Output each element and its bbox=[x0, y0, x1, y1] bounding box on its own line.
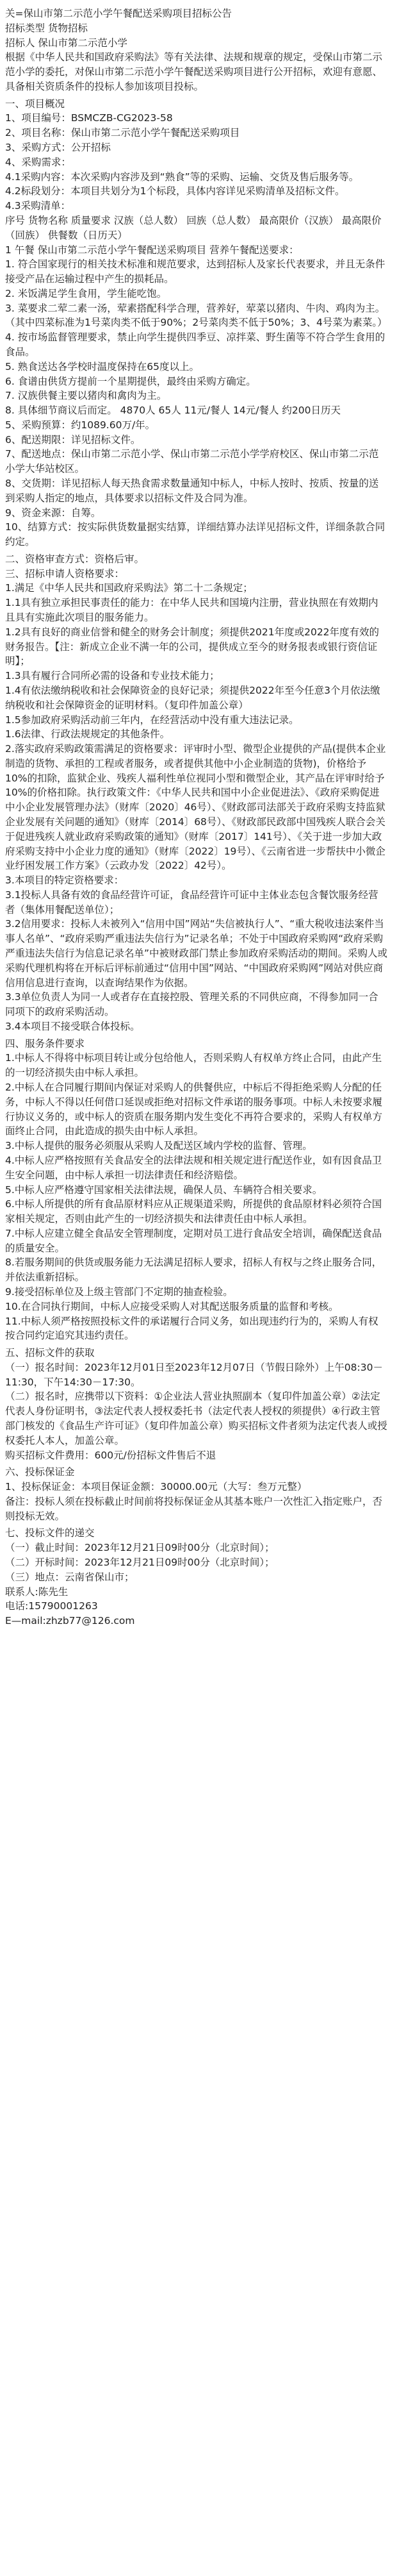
delivery-location: 7、配送地点：保山市第二示范小学、保山市第二示范小学学府校区、保山市第二示范小学大华站校区。 bbox=[5, 448, 379, 475]
section-heading-service-conditions: 四、服务条件要求 bbox=[5, 1037, 85, 1050]
list-header-row: 序号 货物名称 质量要求 汉族（总人数） 回族（总人数） 最高限价（汉族） 最高限价 bbox=[5, 214, 382, 226]
requirement-6: 6. 食谱由供货方提前一个星期提供，最终由采购方确定。 bbox=[5, 375, 256, 387]
section-heading-bid-bond: 六、投标保证金 bbox=[5, 1466, 75, 1478]
service-condition-7: 7.中标人应建立健全食品安全管理制度，定期对员工进行食品安全培训，确保配送食品的质量安全。 bbox=[5, 1227, 382, 1254]
bid-opening-time: （二）开标时间：2023年12月21日09时00分（北京时间）； bbox=[5, 1557, 275, 1569]
bid-bond-amount: 1、投标保证金：本项目保证金额：30000.00元（大写：叁万元整） bbox=[5, 1481, 307, 1493]
bid-bond-note: 备注：投标人须在投标截止时间前将投标保证金从其基本账户一次性汇入指定账户，否则投标无效。 bbox=[5, 1495, 383, 1522]
qualification-1-2: 1.2具有良好的商业信誉和健全的财务会计制度；须提供2021年度或2022年度有效的财务报告。【注：新成立企业不满一年的公司，提供成立至今的财务报表或银行资信证明】； bbox=[5, 626, 380, 667]
tender-type: 招标类型 货物招标 bbox=[5, 22, 88, 34]
qualification-3-1: 3.1投标人具备有效的食品经营许可证，食品经营许可证中主体业态包含餐饮服务经营者（集体用餐配送单位）； bbox=[5, 889, 378, 916]
requirement-5: 5. 熟食送达各学校时温度保持在65度以上。 bbox=[5, 360, 199, 372]
requirement-2: 2. 米饭满足学生食用，学生能吃饱。 bbox=[5, 287, 167, 299]
requirement-3: 3. 菜要求二荤二素一汤，荤素搭配科学合理，营养好，荤菜以猪肉、牛肉、鸡肉为主。（其中四菜标准为1号菜肉类不低于90%；2号菜肉类不低于50%；3、4号菜为素菜。） bbox=[5, 302, 387, 329]
service-condition-3: 3.中标人提供的服务必须服从采购人及配送区域内学校的监督、管理。 bbox=[5, 1140, 312, 1152]
contact-phone: 电话:15790001263 bbox=[5, 1600, 98, 1612]
requirement-8-and-prices: 8. 具体细节商议后而定。 4870人 65人 11元/餐人 14元/餐人 约200日历天 bbox=[5, 405, 341, 417]
procurement-needs-heading: 4、采购需求： bbox=[5, 156, 71, 168]
procurement-budget: 5、采购预算：约1089.60万/年。 bbox=[5, 419, 156, 431]
requirement-7: 7. 汉族供餐主要以猪肉和禽肉为主。 bbox=[5, 390, 167, 402]
service-condition-10: 10.在合同执行期间，中标人应接受采购人对其配送服务质量的监督和考核。 bbox=[5, 1300, 339, 1312]
qualification-1-6: 1.6法律、行政法规规定的其他条件。 bbox=[5, 728, 170, 740]
service-condition-8: 8.若服务期间的供货或服务能力无法满足招标人要求，招标人有权与之终止服务合同，并依法重新招标。 bbox=[5, 1257, 382, 1284]
section-heading-qualification-review: 二、资格审查方式：资格后审。 bbox=[5, 553, 145, 565]
registration-materials: （二）报名时，应携带以下资料：①企业法人营业执照副本（复印件加盖公章）②法定代表人身份证明书，③法定代表人授权委托书（法定代表人授权的须提供）④行政主管部门核发的《食品生产许可证》（复印件加盖公章）购买招标文件者须为法定代表人或授权委托人本人，加盖公章。 bbox=[5, 1391, 387, 1446]
qualification-1: 1.满足《中华人民共和国政府采购法》第二十二条规定； bbox=[5, 582, 253, 594]
settlement-method: 10、结算方式：按实际供货数量据实结算，详细结算办法详见招标文件，详细条款合同约定。 bbox=[5, 521, 385, 548]
announcement-title: 关=保山市第二示范小学午餐配送采购项目招标公告 bbox=[5, 8, 232, 19]
qualification-3-2: 3.2信用要求：投标人未被列入“信用中国”网站“失信被执行人”、“重大税收违法案件当事人名单”、“政府采购严重违法失信行为”记录名单；不处于中国政府采购网“政府采购严重违法失信行为信息记录名单”中被财政部门禁止参加政府采购活动的期间。采购人或采购代理机构将在开标后评标前通过“信用中国”网站、“中国政府采购网”网站对供应商信用信息进行查询，以查询结果作为依据。 bbox=[5, 918, 388, 989]
contact-email[interactable]: E—mail:zhzb77@126.com bbox=[5, 1615, 135, 1627]
project-name: 2、项目名称：保山市第二示范小学午餐配送采购项目 bbox=[5, 127, 240, 139]
contact-person: 联系人:陈先生 bbox=[5, 1585, 69, 1598]
intro-paragraph: 根据《中华人民共和国政府采购法》等有关法律、法规和规章的规定，受保山市第二示范小学的委托，对保山市第二示范小学午餐配送采购项目进行公开招标，欢迎有意愿、具备相关资质条件的投标人参加该项目投标。 bbox=[5, 51, 383, 92]
project-number: 1、项目编号：BSMCZB-CG2023-58 bbox=[5, 112, 173, 124]
service-condition-4: 4.中标人应严格按照有关食品安全的法律法规和相关规定进行配送作业，如有因食品卫生安全问题，由中标人承担一切法律责任和经济赔偿。 bbox=[5, 1154, 382, 1181]
section-heading-project-overview: 一、项目概况 bbox=[5, 97, 65, 110]
qualification-3-heading: 3.本项目的特定资格要求： bbox=[5, 874, 124, 887]
qualification-1-3: 1.3具有履行合同所必需的设备和专业技术能力； bbox=[5, 670, 220, 682]
qualification-1-1: 1.1具有独立承担民事责任的能力：在中华人民共和国境内注册，营业执照在有效期内且具有实施此次项目的服务能力。 bbox=[5, 597, 378, 624]
section-heading-obtain-documents: 五、招标文件的获取 bbox=[5, 1347, 95, 1359]
bid-location: （三）地点：云南省保山市； bbox=[5, 1571, 134, 1583]
list-item-row: 1 午餐 保山市第二示范小学午餐配送采购项目 营养午餐配送要求： bbox=[5, 244, 299, 256]
procurement-list-heading: 4.3采购清单： bbox=[5, 200, 71, 212]
submission-deadline: （一）截止时间：2023年12月21日09时00分（北京时间）； bbox=[5, 1542, 275, 1554]
requirement-4: 4. 按市场监督管理要求，禁止向学生提供四季豆、凉拌菜、野生菌等不符合学生食用的食品。 bbox=[5, 331, 385, 358]
section-heading-applicant-requirements: 三、招标申请人资格要求： bbox=[5, 567, 125, 580]
qualification-3-4: 3.4本项目不接受联合体投标。 bbox=[5, 1020, 140, 1032]
delivery-period: 6、配送期限：详见招标文件。 bbox=[5, 433, 141, 446]
list-header-row-cont: （回族） 供餐数（日历天） bbox=[5, 229, 127, 241]
document-fee: 购买招标文件费用：600元/份招标文件售后不退 bbox=[5, 1449, 216, 1461]
requirement-1: 1. 符合国家现行的相关技术标准和规范要求，达到招标人及家长代表要求，并且无条件接受产品在运输过程中产生的损耗品。 bbox=[5, 258, 385, 285]
registration-time: （一）报名时间：2023年12月01日至2023年12月07日（节假日除外）上午08:30－11:30，下午14:30－17:30。 bbox=[5, 1361, 383, 1388]
service-condition-6: 6.中标人所提供的所有食品原材料应从正规渠道采购，所提供的食品原材料必须符合国家相关规定，否则由此产生的一切经济损失和法律责任由中标人承担。 bbox=[5, 1198, 382, 1225]
procurement-method: 3、采购方式：公开招标 bbox=[5, 142, 111, 154]
delivery-schedule: 8、交货期：详见招标人每天热食需求数量通知中标人，中标人按时、按质、按量的送到采购人指定的地点，具体要求以招标文件及合同为准。 bbox=[5, 478, 379, 504]
qualification-1-4: 1.4有依法缴纳税收和社会保障资金的良好记录；须提供2022年至今任意3个月依法缴纳税收和社会保障资金的证明材料。（复印件加盖公章） bbox=[5, 684, 380, 711]
qualification-2-policy: 2.落实政府采购政策需满足的资格要求：评审时小型、微型企业提供的产品(提供本企业制造的货物、承担的工程或者服务，或者提供其他中小企业制造的货物)，价格给予10%的扣除，监狱企业、残疾人福利性单位视同小型和微型企业，其产品在评审时给予10%的价格扣除。执行政策文件：《中华人民共和国中小企业促进法》、《政府采购促进中小企业发展管理办法》（财库〔2020〕46号）、《财政部司法部关于政府采购支持监狱企业发展有关问题的通知》（财库〔2014〕68号）、《财政部民政部中国残疾人联合会关于促进残疾人就业政府采购政策的通知》（财库〔2017〕141号）、《关于进一步加大政府采购支持中小企业力度的通知》（财库〔2022〕19号）、《云南省进一步帮扶中小微企业纾困发展工作方案》（云政办发〔2022〕42号）。 bbox=[5, 743, 386, 872]
service-condition-9: 9.接受招标单位及上级主管部门不定期的抽查检验。 bbox=[5, 1285, 233, 1298]
service-condition-5: 5.中标人应严格遵守国家相关法律法规，确保人员、车辆符合相关要求。 bbox=[5, 1183, 323, 1196]
procurement-content: 4.1采购内容：本次采购内容涉及到“熟食”等的采购、运输、交货及售后服务等。 bbox=[5, 171, 359, 183]
service-condition-1: 1.中标人不得将中标项目转让或分包给他人，否则采购人有权单方终止合同，由此产生的一切经济损失由中标人承担。 bbox=[5, 1052, 382, 1079]
funding-source: 9、资金来源：自筹。 bbox=[5, 506, 101, 519]
qualification-3-3: 3.3单位负责人为同一人或者存在直接控股、管理关系的不同供应商，不得参加同一合同项下的政府采购活动。 bbox=[5, 991, 378, 1018]
lot-division: 4.2标段划分：本项目共划分为1个标段，具体内容详见采购清单及招标文件。 bbox=[5, 185, 345, 197]
qualification-1-5: 1.5参加政府采购活动前三年内，在经营活动中没有重大违法记录。 bbox=[5, 714, 299, 726]
service-condition-2: 2.中标人在合同履行期间内保证对采购人的供餐供应，中标后不得拒绝采购人分配的任务，中标人不得以任何借口延误或拒绝对招标文件承诺的服务事项。中标人未按要求履行协议义务的，或中标人的资质在服务期内发生变化不再符合要求的，采购人有权单方面终止合同，由此造成的损失由中标人承担。 bbox=[5, 1082, 383, 1137]
section-heading-bid-submission: 七、投标文件的递交 bbox=[5, 1527, 95, 1539]
service-condition-11: 11.中标人须严格按照投标文件的承诺履行合同义务，如出现违约行为的，采购人有权按合同约定追究其违约责任。 bbox=[5, 1315, 378, 1342]
tenderer: 招标人 保山市第二示范小学 bbox=[5, 37, 127, 49]
